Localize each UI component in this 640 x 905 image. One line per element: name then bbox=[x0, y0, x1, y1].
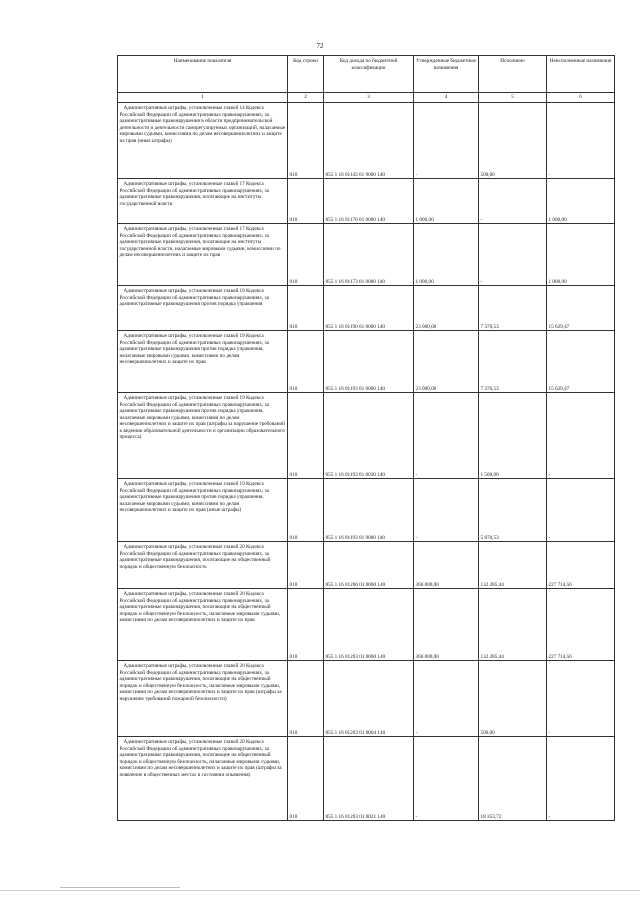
row-budget-code: 855 1 16 01193 01 0030 140 bbox=[324, 393, 414, 479]
row-name: Административные штрафы, установленные главой 20 Кодекса Российской Федерации об административных правонарушениях, за административные правонарушения, посягающие на общественный порядок и общественную безопасность, налагаемые мировыми судьями, комиссиями по делам несовершеннолетних и защите их прав (штрафы за нарушение требований пожарной безопасности) bbox=[118, 661, 288, 737]
column-number: 5 bbox=[479, 93, 547, 103]
row-line-code: 010 bbox=[288, 286, 324, 331]
header-name: Наименование показателя bbox=[118, 56, 288, 93]
row-approved: - bbox=[414, 661, 479, 737]
row-line-code: 010 bbox=[288, 331, 324, 393]
row-approved: 360 000,00 bbox=[414, 589, 479, 661]
column-number: 4 bbox=[414, 93, 479, 103]
row-budget-code: 855 1 16 01193 01 0000 140 bbox=[324, 331, 414, 393]
row-unexecuted: - bbox=[547, 737, 615, 821]
column-numbers-row bbox=[118, 93, 615, 103]
table-body bbox=[118, 103, 615, 821]
table-row bbox=[118, 737, 615, 821]
table-row bbox=[118, 479, 615, 542]
table-row bbox=[118, 331, 615, 393]
row-unexecuted: 227 714,56 bbox=[547, 542, 615, 589]
table-row bbox=[118, 542, 615, 589]
header-executed: Исполнено bbox=[479, 56, 547, 93]
page-number: 72 bbox=[316, 42, 324, 50]
row-executed: - bbox=[479, 224, 547, 286]
column-number: 3 bbox=[324, 93, 414, 103]
row-budget-code: 855 1 16 01143 01 9000 140 bbox=[324, 103, 414, 179]
table-row bbox=[118, 179, 615, 224]
row-executed: 500,00 bbox=[479, 661, 547, 737]
row-executed: 7 370,53 bbox=[479, 331, 547, 393]
row-budget-code: 855 1 16 01170 01 0000 140 bbox=[324, 179, 414, 224]
header-budget-code: Код дохода по бюджетной классификации bbox=[324, 56, 414, 93]
row-executed: 500,00 bbox=[479, 103, 547, 179]
row-executed: - bbox=[479, 179, 547, 224]
row-approved: - bbox=[414, 103, 479, 179]
row-approved: - bbox=[414, 737, 479, 821]
row-approved: 23 000,00 bbox=[414, 286, 479, 331]
row-name: Административные штрафы, установленные главой 19 Кодекса Российской Федерации об административных правонарушениях, за административные правонарушения против порядка управления, налагаемые мировыми судьями, комиссиями по делам несовершеннолетних и защите их прав bbox=[118, 331, 288, 393]
row-budget-code: 855 1 16 01203 01 0000 140 bbox=[324, 589, 414, 661]
row-unexecuted: - bbox=[547, 393, 615, 479]
footer-rule bbox=[60, 887, 180, 888]
row-name: Административные штрафы, установленные главой 20 Кодекса Российской Федерации об административных правонарушениях, за административные правонарушения, посягающие на общественный порядок и общественную безопасность bbox=[118, 542, 288, 589]
row-unexecuted: 15 629,47 bbox=[547, 331, 615, 393]
row-budget-code: 855 1 16 01173 01 0000 140 bbox=[324, 224, 414, 286]
table-row bbox=[118, 589, 615, 661]
column-number: 2 bbox=[288, 93, 324, 103]
row-unexecuted: 1 000,00 bbox=[547, 224, 615, 286]
row-name: Административные штрафы, установленные главой 17 Кодекса Российской Федерации об административных правонарушениях, за административные правонарушения, посягающие на институты государственной власти bbox=[118, 179, 288, 224]
table-row bbox=[118, 103, 615, 179]
row-executed: 1 500,00 bbox=[479, 393, 547, 479]
row-name: Административные штрафы, установленные главой 14 Кодекса Российской Федерации об административных правонарушениях, за административные правонарушения в области предпринимательской деятельности и деятельности саморегулируемых организаций, налагаемые мировыми судьями, комиссиями по делам несовершеннолетних и защите их прав (иные штрафы) bbox=[118, 103, 288, 179]
row-unexecuted: - bbox=[547, 103, 615, 179]
row-line-code: 010 bbox=[288, 179, 324, 224]
row-unexecuted: 1 000,00 bbox=[547, 179, 615, 224]
report-table bbox=[117, 55, 615, 821]
table-row bbox=[118, 224, 615, 286]
row-approved: - bbox=[414, 393, 479, 479]
header-unexecuted: Неисполненные назначения bbox=[547, 56, 615, 93]
row-approved: 23 000,00 bbox=[414, 331, 479, 393]
row-executed: 18 353,72 bbox=[479, 737, 547, 821]
table-row bbox=[118, 393, 615, 479]
row-line-code: 010 bbox=[288, 589, 324, 661]
row-budget-code: 855 1 16 01193 01 9000 140 bbox=[324, 479, 414, 542]
row-line-code: 010 bbox=[288, 737, 324, 821]
table-header bbox=[118, 56, 615, 103]
row-approved: 1 000,00 bbox=[414, 224, 479, 286]
row-line-code: 010 bbox=[288, 661, 324, 737]
row-executed: 5 870,53 bbox=[479, 479, 547, 542]
row-executed: 132 285,44 bbox=[479, 542, 547, 589]
row-budget-code: 855 1 16 01203 01 0021 140 bbox=[324, 737, 414, 821]
row-line-code: 010 bbox=[288, 224, 324, 286]
row-name: Административные штрафы, установленные главой 19 Кодекса Российской Федерации об административных правонарушениях, за административные правонарушения против порядка управления bbox=[118, 286, 288, 331]
row-budget-code: 855 1 16 01200 01 0000 140 bbox=[324, 542, 414, 589]
row-approved: - bbox=[414, 479, 479, 542]
row-line-code: 010 bbox=[288, 479, 324, 542]
row-line-code: 010 bbox=[288, 103, 324, 179]
row-executed: 132 285,44 bbox=[479, 589, 547, 661]
row-name: Административные штрафы, установленные главой 20 Кодекса Российской Федерации об административных правонарушениях, за административные правонарушения, посягающие на общественный порядок и общественную безопасность, налагаемые мировыми судьями, комиссиями по делам несовершеннолетних и защите их прав bbox=[118, 589, 288, 661]
row-unexecuted: 227 714,56 bbox=[547, 589, 615, 661]
page-bottom-rule bbox=[0, 890, 640, 891]
table-row bbox=[118, 286, 615, 331]
column-number: 6 bbox=[547, 93, 615, 103]
row-name: Административные штрафы, установленные главой 19 Кодекса Российской Федерации об административных правонарушениях, за административные правонарушения против порядка управления, налагаемые мировыми судьями, комиссиями по делам несовершеннолетних и защите их прав (штрафы за нарушение требований к ведению образовательной деятельности и организации образовательного процесса) bbox=[118, 393, 288, 479]
row-line-code: 010 bbox=[288, 542, 324, 589]
table-row bbox=[118, 661, 615, 737]
row-unexecuted: - bbox=[547, 479, 615, 542]
row-budget-code: 855 1 16 01190 01 0000 140 bbox=[324, 286, 414, 331]
row-executed: 7 370,53 bbox=[479, 286, 547, 331]
row-approved: 360 000,00 bbox=[414, 542, 479, 589]
header-approved: Утвержденные бюджетные назначения bbox=[414, 56, 479, 93]
column-number: 1 bbox=[118, 93, 288, 103]
row-name: Административные штрафы, установленные главой 17 Кодекса Российской Федерации об административных правонарушениях, за административные правонарушения, посягающие на институты государственной власти, налагаемые мировыми судьями, комиссиями по делам несовершеннолетних и защите их прав bbox=[118, 224, 288, 286]
row-unexecuted: - bbox=[547, 661, 615, 737]
header-line-code: Код строки bbox=[288, 56, 324, 93]
row-line-code: 010 bbox=[288, 393, 324, 479]
row-unexecuted: 15 629,47 bbox=[547, 286, 615, 331]
row-name: Административные штрафы, установленные главой 20 Кодекса Российской Федерации об административных правонарушениях, за административные правонарушения, посягающие на общественный порядок и общественную безопасность, налагаемые мировыми судьями, комиссиями по делам несовершеннолетних и защите их прав (штрафы за появление в общественных местах в состоянии опьянения) bbox=[118, 737, 288, 821]
row-budget-code: 855 1 16 01203 01 0004 140 bbox=[324, 661, 414, 737]
row-name: Административные штрафы, установленные главой 19 Кодекса Российской Федерации об административных правонарушениях, за административные правонарушения против порядка управления, налагаемые мировыми судьями, комиссиями по делам несовершеннолетних и защите их прав (иные штрафы) bbox=[118, 479, 288, 542]
row-approved: 1 000,00 bbox=[414, 179, 479, 224]
